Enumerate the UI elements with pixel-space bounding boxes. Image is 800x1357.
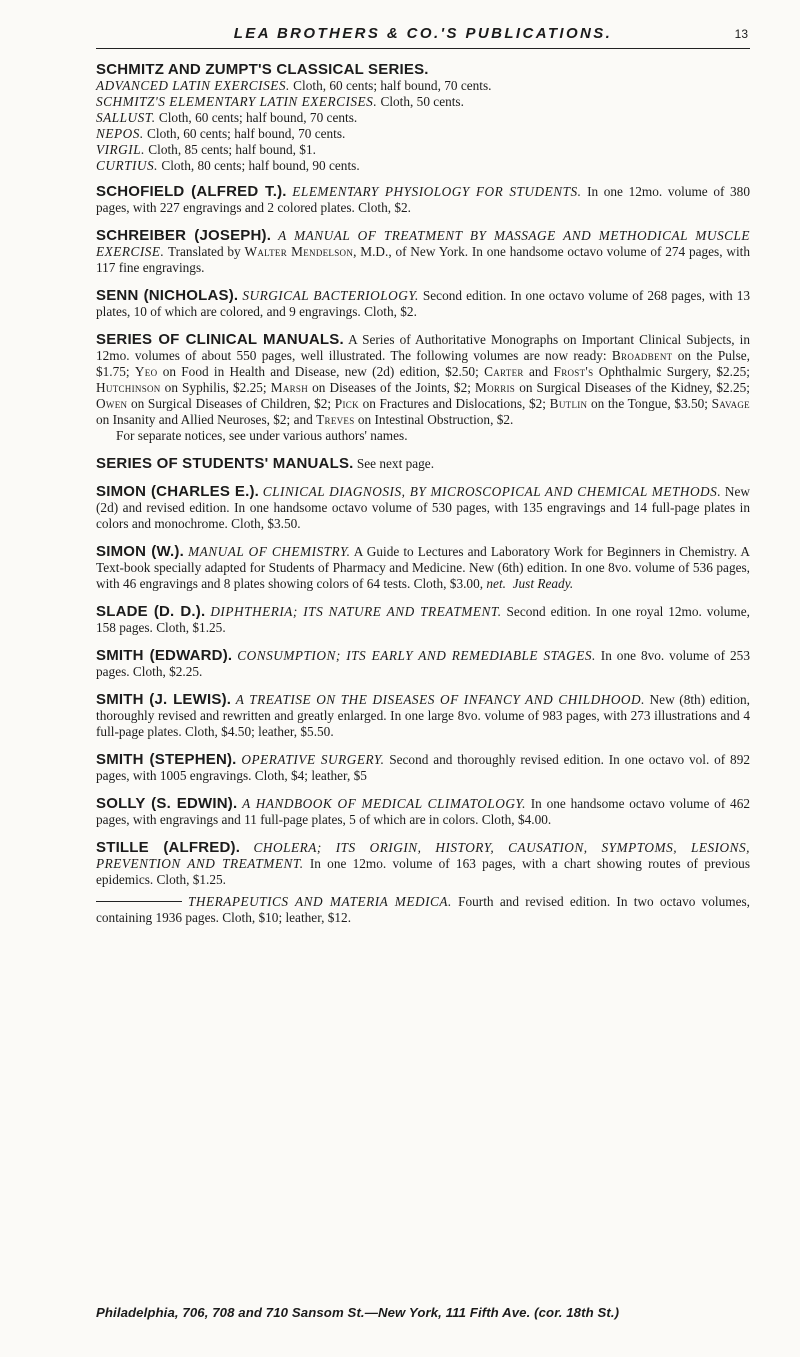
entry-heading: SCHOFIELD (ALFRED T.). [96, 183, 287, 200]
author-name: Pick [334, 396, 359, 411]
net-price-note: net. [486, 576, 506, 591]
author-name: Owen [96, 396, 128, 411]
book-title: A HANDBOOK OF MEDICAL CLIMATOLOGY. [242, 796, 526, 811]
entry-heading: SIMON (W.). [96, 543, 184, 560]
author-name: Morris [474, 380, 516, 395]
catalog-entry [96, 604, 750, 636]
publisher-address-footer: Philadelphia, 706, 708 and 710 Sansom St.—New York, 111 Fifth Ave. (cor. 18th St.) [96, 1305, 620, 1320]
entry-heading: SMITH (J. LEWIS). [96, 691, 232, 708]
book-details: Second edition. In one octavo volume of 268 pages, with 13 plates, 10 of which are colored, and 9 engravings. Cloth, $2. [96, 288, 750, 319]
entry-text: on Insanity and Allied Neuroses, $2; and [96, 412, 317, 427]
series-item [96, 158, 750, 174]
cross-reference: See next page. [353, 456, 435, 471]
entry-heading: SIMON (CHARLES E.). [96, 483, 260, 500]
entry-heading: SLADE (D. D.). [96, 603, 206, 620]
book-details: Cloth, 60 cents; half bound, 70 cents. [143, 126, 346, 141]
author-name: Savage [711, 396, 750, 411]
author-name: Frost's [553, 364, 594, 379]
entry-heading: SOLLY (S. EDWIN). [96, 795, 238, 812]
book-title: CHOLERA; ITS ORIGIN, HISTORY, CAUSATION, SYMPTOMS, LESIONS, PREVENTION AND TREATMENT. [96, 840, 750, 871]
catalog-entry [96, 544, 750, 592]
book-title: OPERATIVE SURGERY. [241, 752, 385, 767]
book-details: A Guide to Lectures and Laboratory Work for Beginners in Chemistry. A Text-book specially adapted for Students of Pharmacy and Medicine. New (6th) edition. In one 8vo. volume of 536 pages, with 46 engravings and 8 plates showing colors of 64 tests. Cloth, $3.00, [96, 544, 750, 591]
entry-heading: SERIES OF CLINICAL MANUALS. [96, 331, 344, 348]
catalog-entry [96, 894, 750, 926]
book-title: SALLUST. [96, 110, 156, 125]
book-title: DIPHTHERIA; ITS NATURE AND TREATMENT. [210, 604, 502, 619]
series-item [96, 142, 750, 158]
catalog-entry [96, 648, 750, 680]
series-item [96, 110, 750, 126]
catalog-entry [96, 456, 750, 472]
book-details: New (8th) edition, thoroughly revised and rewritten and greatly enlarged. In one large 8vo. volume of 983 pages, with 273 illustrations and 4 full-page plates. Cloth, $4.50; leather, $5.50. [96, 692, 750, 739]
catalog-entry [96, 228, 750, 276]
book-title: THERAPEUTICS AND MATERIA MEDICA. [188, 894, 452, 909]
entry-text: on Syphilis, $2.25; [160, 380, 271, 395]
entry-text: A Series of Authoritative Monographs on Important Clinical Subjects, in 12mo. volumes of about 550 pages, well illustrated. The following volumes are now ready: [96, 332, 750, 363]
entry-heading: SCHREIBER (JOSEPH). [96, 227, 272, 244]
book-title: CURTIUS. [96, 158, 158, 173]
entry-text: Ophthalmic Surgery, $2.25; [593, 364, 750, 379]
author-name: Treves [316, 412, 355, 427]
book-details: Cloth, 80 cents; half bound, 90 cents. [158, 158, 360, 173]
book-details: New (2d) and revised edition. In one handsome octavo volume of 530 pages, with 135 engravings and 14 full-page plates in colors and monochrome. Cloth, $3.50. [96, 484, 751, 531]
book-details: In one 12mo. volume of 163 pages, with a chart showing routes of previous epidemics. Cloth, $1.25. [96, 856, 750, 887]
author-name: Butlin [549, 396, 588, 411]
entry-text: on the Tongue, $3.50; [587, 396, 712, 411]
book-details: Second edition. In one royal 12mo. volume, 158 pages. Cloth, $1.25. [96, 604, 750, 635]
book-details: In one 12mo. volume of 380 pages, with 227 engravings and 2 colored plates. Cloth, $2. [96, 184, 750, 215]
catalog-entry [96, 692, 750, 740]
book-title: ELEMENTARY PHYSIOLOGY FOR STUDENTS. [292, 184, 582, 199]
entry-text: on Surgical Diseases of Children, $2; [127, 396, 335, 411]
book-details: Cloth, 60 cents; half bound, 70 cents. [155, 110, 358, 125]
entry-text: on Diseases of the Joints, $2; [308, 380, 475, 395]
book-details: Cloth, 60 cents; half bound, 70 cents. [289, 78, 492, 93]
book-details: Cloth, 85 cents; half bound, $1. [144, 142, 316, 157]
entry-heading: SCHMITZ AND ZUMPT'S CLASSICAL SERIES. [96, 61, 429, 78]
entry-heading: SMITH (STEPHEN). [96, 751, 237, 768]
entry-heading: SENN (NICHOLAS). [96, 287, 239, 304]
author-name: Marsh [270, 380, 309, 395]
catalog-entry [96, 484, 750, 532]
book-details: In one 8vo. volume of 253 pages. Cloth, $2.25. [96, 648, 750, 679]
book-title: SURGICAL BACTERIOLOGY. [242, 288, 419, 303]
series-item [96, 94, 750, 110]
catalog-entry [96, 840, 750, 888]
catalog-entry [96, 288, 750, 320]
book-details: Fourth and revised edition. In two octavo volumes, containing 1936 pages. Cloth, $10; leather, $12. [96, 894, 751, 925]
book-title: ADVANCED LATIN EXERCISES. [96, 78, 290, 93]
series-item [96, 78, 750, 94]
author-name: Yeo [134, 364, 158, 379]
book-details: , M.D., of New York. In one handsome octavo volume of 274 pages, with 117 fine engravings. [96, 244, 750, 275]
running-head [96, 26, 750, 49]
entry-text: on Fractures and Dislocations, $2; [358, 396, 550, 411]
catalog-entry [96, 752, 750, 784]
translator-name: Walter Mendelson [244, 244, 354, 259]
availability-note: Just Ready. [512, 576, 574, 591]
entry-text: on Surgical Diseases of the Kidney, $2.25; [515, 380, 750, 395]
book-details: Second and thoroughly revised edition. In one octavo vol. of 892 pages, with 1005 engravings. Cloth, $4; leather, $5 [96, 752, 750, 783]
book-title: A TREATISE ON THE DISEASES OF INFANCY AND CHILDHOOD. [235, 692, 645, 707]
book-details: Cloth, 50 cents. [377, 94, 464, 109]
entry-text: on Intestinal Obstruction, $2. [354, 412, 514, 427]
book-details: In one handsome octavo volume of 462 pages, with engravings and 11 full-page plates, 5 of which are in colors. Cloth, $4.00. [96, 796, 750, 827]
author-name: Carter [484, 364, 524, 379]
entry-heading: SERIES OF STUDENTS' MANUALS. [96, 455, 354, 472]
author-name: Broadbent [611, 348, 673, 363]
book-title: VIRGIL. [96, 142, 145, 157]
series-item [96, 126, 750, 142]
catalog-entry [96, 332, 750, 444]
page-number: 13 [734, 27, 748, 41]
entry-text: and [523, 364, 554, 379]
book-title: SCHMITZ'S ELEMENTARY LATIN EXERCISES. [96, 94, 378, 109]
catalog-entry [96, 796, 750, 828]
book-title: A MANUAL OF TREATMENT BY MASSAGE AND METHODICAL MUSCLE EXERCISE. [96, 228, 751, 259]
author-name: Hutchinson [96, 380, 161, 395]
book-details: Translated by [164, 244, 245, 259]
book-title: NEPOS. [96, 126, 144, 141]
publisher-title: LEA BROTHERS & CO.'S PUBLICATIONS. [233, 25, 613, 42]
entry-heading: STILLE (ALFRED). [96, 839, 241, 856]
entry-text: on the Pulse, $1.75; [96, 348, 750, 379]
ditto-rule [96, 901, 182, 902]
book-title: CONSUMPTION; ITS EARLY AND REMEDIABLE STAGES. [237, 648, 596, 663]
entry-text: on Food in Health and Disease, new (2d) edition, $2.50; [157, 364, 485, 379]
entry-note: For separate notices, see under various authors' names. [116, 428, 408, 443]
catalog-body [96, 62, 750, 938]
entry-heading: SMITH (EDWARD). [96, 647, 233, 664]
catalog-entry [96, 184, 750, 216]
catalog-entry [96, 62, 750, 174]
book-title: MANUAL OF CHEMISTRY. [188, 544, 351, 559]
book-title: CLINICAL DIAGNOSIS, BY MICROSCOPICAL AND CHEMICAL METHODS. [262, 484, 722, 499]
